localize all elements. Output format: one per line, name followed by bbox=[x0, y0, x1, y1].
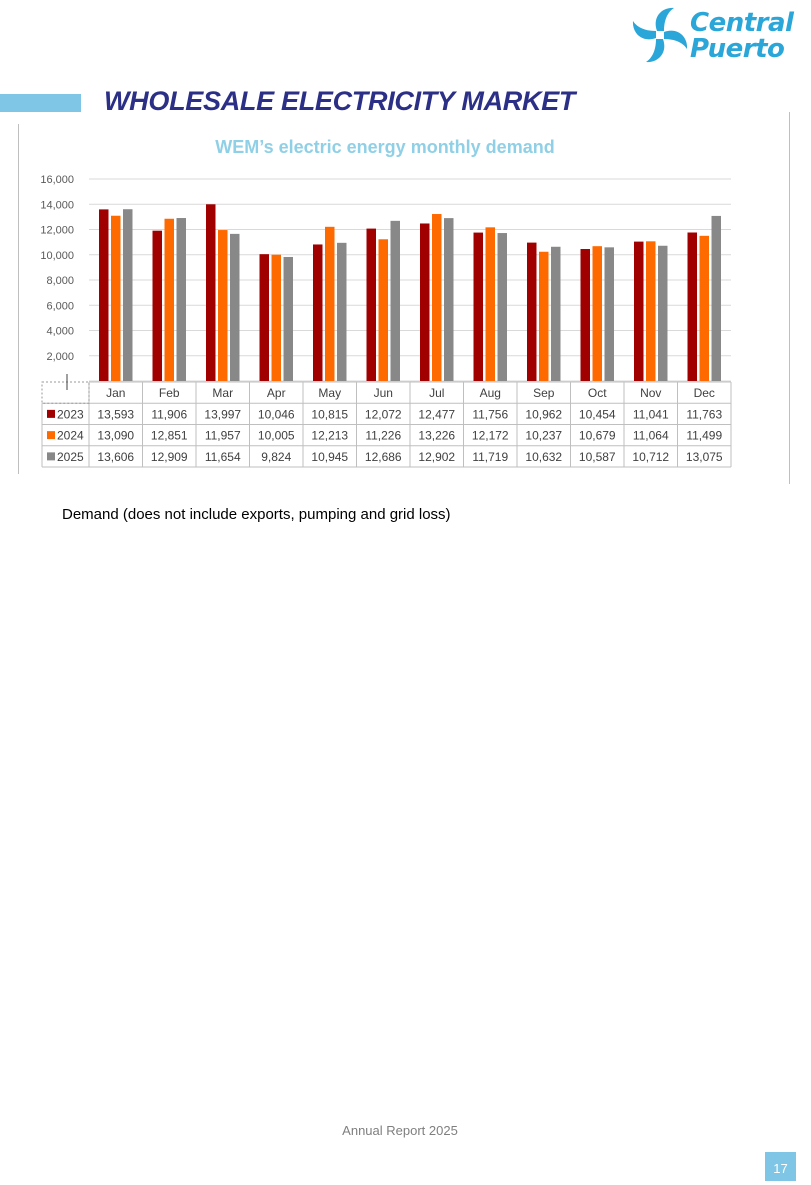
table-cell: 9,824 bbox=[261, 449, 292, 464]
table-cell: 11,654 bbox=[204, 449, 241, 464]
y-tick-label: 14,000 bbox=[40, 199, 74, 212]
bar-2025-aug bbox=[498, 233, 508, 381]
bar-2025-jun bbox=[391, 221, 401, 381]
bar-2024-mar bbox=[218, 230, 228, 381]
category-label: May bbox=[318, 386, 342, 401]
category-label: Jul bbox=[429, 386, 445, 401]
bar-2024-jul bbox=[432, 214, 442, 381]
table-cell: 11,226 bbox=[365, 428, 402, 443]
category-label: Dec bbox=[693, 386, 715, 401]
table-cell: 12,172 bbox=[471, 428, 509, 443]
bar-2023-jul bbox=[420, 223, 430, 381]
bar-2025-nov bbox=[658, 246, 668, 381]
bar-2023-feb bbox=[153, 231, 163, 381]
table-cell: 12,851 bbox=[150, 428, 188, 443]
legend-label: 2024 bbox=[57, 428, 84, 443]
bar-2024-feb bbox=[165, 219, 175, 381]
chart-bars bbox=[99, 204, 721, 381]
table-cell: 10,587 bbox=[578, 449, 616, 464]
bar-2025-jan bbox=[123, 209, 133, 381]
page-number: 17 bbox=[765, 1152, 796, 1181]
category-label: Sep bbox=[533, 386, 555, 401]
bar-2024-nov bbox=[646, 241, 656, 381]
table-cell: 10,962 bbox=[525, 407, 563, 422]
table-cell: 11,756 bbox=[472, 407, 509, 422]
bar-2023-nov bbox=[634, 242, 644, 381]
bar-2023-mar bbox=[206, 204, 216, 381]
bar-2025-apr bbox=[284, 257, 294, 381]
category-label: Feb bbox=[158, 386, 180, 401]
table-cell: 12,902 bbox=[418, 449, 456, 464]
bar-2024-aug bbox=[486, 227, 496, 381]
table-cell: 12,072 bbox=[364, 407, 402, 422]
legend-label: 2023 bbox=[57, 407, 84, 422]
footer-text: Annual Report 2025 bbox=[342, 1123, 458, 1138]
bar-2024-apr bbox=[272, 255, 282, 381]
table-corner bbox=[42, 382, 89, 403]
bar-2024-jan bbox=[111, 216, 121, 381]
table-cell: 10,945 bbox=[311, 449, 349, 464]
demand-bar-chart bbox=[0, 0, 811, 480]
bar-2024-jun bbox=[379, 239, 389, 381]
bar-2023-may bbox=[313, 244, 323, 381]
bar-2023-jun bbox=[367, 229, 377, 381]
bar-2025-may bbox=[337, 243, 347, 381]
category-label: Jan bbox=[106, 386, 126, 401]
chart-note: Demand (does not include exports, pumping and grid loss) bbox=[62, 506, 451, 523]
table-cell: 13,997 bbox=[204, 407, 242, 422]
legend-swatch-2025 bbox=[47, 452, 55, 460]
y-tick-label: 2,000 bbox=[46, 350, 74, 363]
table-cell: 10,237 bbox=[525, 428, 563, 443]
bar-2025-mar bbox=[230, 234, 240, 381]
category-label: Apr bbox=[266, 386, 286, 401]
table-cell: 11,041 bbox=[632, 407, 669, 422]
legend-swatch-2024 bbox=[47, 431, 55, 439]
bar-2024-dec bbox=[700, 236, 710, 381]
table-cell: 11,719 bbox=[472, 449, 509, 464]
table-cell: 10,046 bbox=[257, 407, 295, 422]
table-cell: 11,763 bbox=[686, 407, 723, 422]
table-cell: 10,454 bbox=[578, 407, 616, 422]
bar-2024-oct bbox=[593, 246, 603, 381]
category-label: Nov bbox=[640, 386, 662, 401]
bar-2023-sep bbox=[527, 243, 537, 381]
bar-2024-may bbox=[325, 227, 335, 381]
category-label: Aug bbox=[479, 386, 501, 401]
bar-2023-aug bbox=[474, 233, 484, 381]
table-cell: 12,686 bbox=[364, 449, 402, 464]
y-tick-label: 10,000 bbox=[40, 249, 74, 262]
legend-swatch-2023 bbox=[47, 410, 55, 418]
table-cell: 11,499 bbox=[686, 428, 723, 443]
bar-2025-jul bbox=[444, 218, 454, 381]
table-cell: 13,593 bbox=[97, 407, 135, 422]
bar-2023-oct bbox=[581, 249, 591, 381]
logo-text-central: Central bbox=[690, 8, 794, 38]
table-cell: 11,064 bbox=[632, 428, 669, 443]
table-cell: 10,632 bbox=[525, 449, 563, 464]
bar-2025-oct bbox=[605, 247, 615, 381]
data-table bbox=[42, 374, 731, 467]
y-axis-ticks bbox=[40, 174, 74, 363]
page-title: WHOLESALE ELECTRICITY MARKET bbox=[104, 86, 576, 116]
table-cell: 10,815 bbox=[311, 407, 349, 422]
table-cell: 10,005 bbox=[257, 428, 295, 443]
table-cell: 10,712 bbox=[632, 449, 670, 464]
logo-text-puerto: Puerto bbox=[690, 34, 785, 64]
y-tick-label: 6,000 bbox=[46, 300, 74, 313]
legend-label: 2025 bbox=[57, 449, 84, 464]
bar-2023-jan bbox=[99, 209, 109, 381]
category-label: Mar bbox=[212, 386, 234, 401]
table-cell: 13,090 bbox=[97, 428, 135, 443]
y-tick-label: 16,000 bbox=[40, 174, 74, 186]
y-tick-label: 8,000 bbox=[46, 275, 74, 287]
y-tick-label: 12,000 bbox=[40, 224, 74, 237]
table-cell: 12,477 bbox=[418, 407, 456, 422]
bar-2023-apr bbox=[260, 254, 270, 381]
bar-2025-dec bbox=[712, 216, 722, 381]
table-cell: 13,606 bbox=[97, 449, 135, 464]
chart-title: WEM’s electric energy monthly demand bbox=[215, 137, 555, 157]
bar-2025-sep bbox=[551, 247, 561, 381]
table-cell: 13,075 bbox=[685, 449, 723, 464]
table-cell: 11,906 bbox=[151, 407, 188, 422]
table-cell: 12,213 bbox=[311, 428, 349, 443]
category-label: Jun bbox=[373, 386, 393, 401]
table-cell: 11,957 bbox=[204, 428, 241, 443]
table-cell: 13,226 bbox=[418, 428, 456, 443]
table-cell: 12,909 bbox=[150, 449, 188, 464]
table-cell: 10,679 bbox=[578, 428, 616, 443]
bar-2024-sep bbox=[539, 252, 549, 381]
y-tick-label: 4,000 bbox=[46, 325, 74, 338]
bar-2025-feb bbox=[177, 218, 187, 381]
category-label: Oct bbox=[587, 386, 607, 401]
bar-2023-dec bbox=[688, 232, 698, 381]
